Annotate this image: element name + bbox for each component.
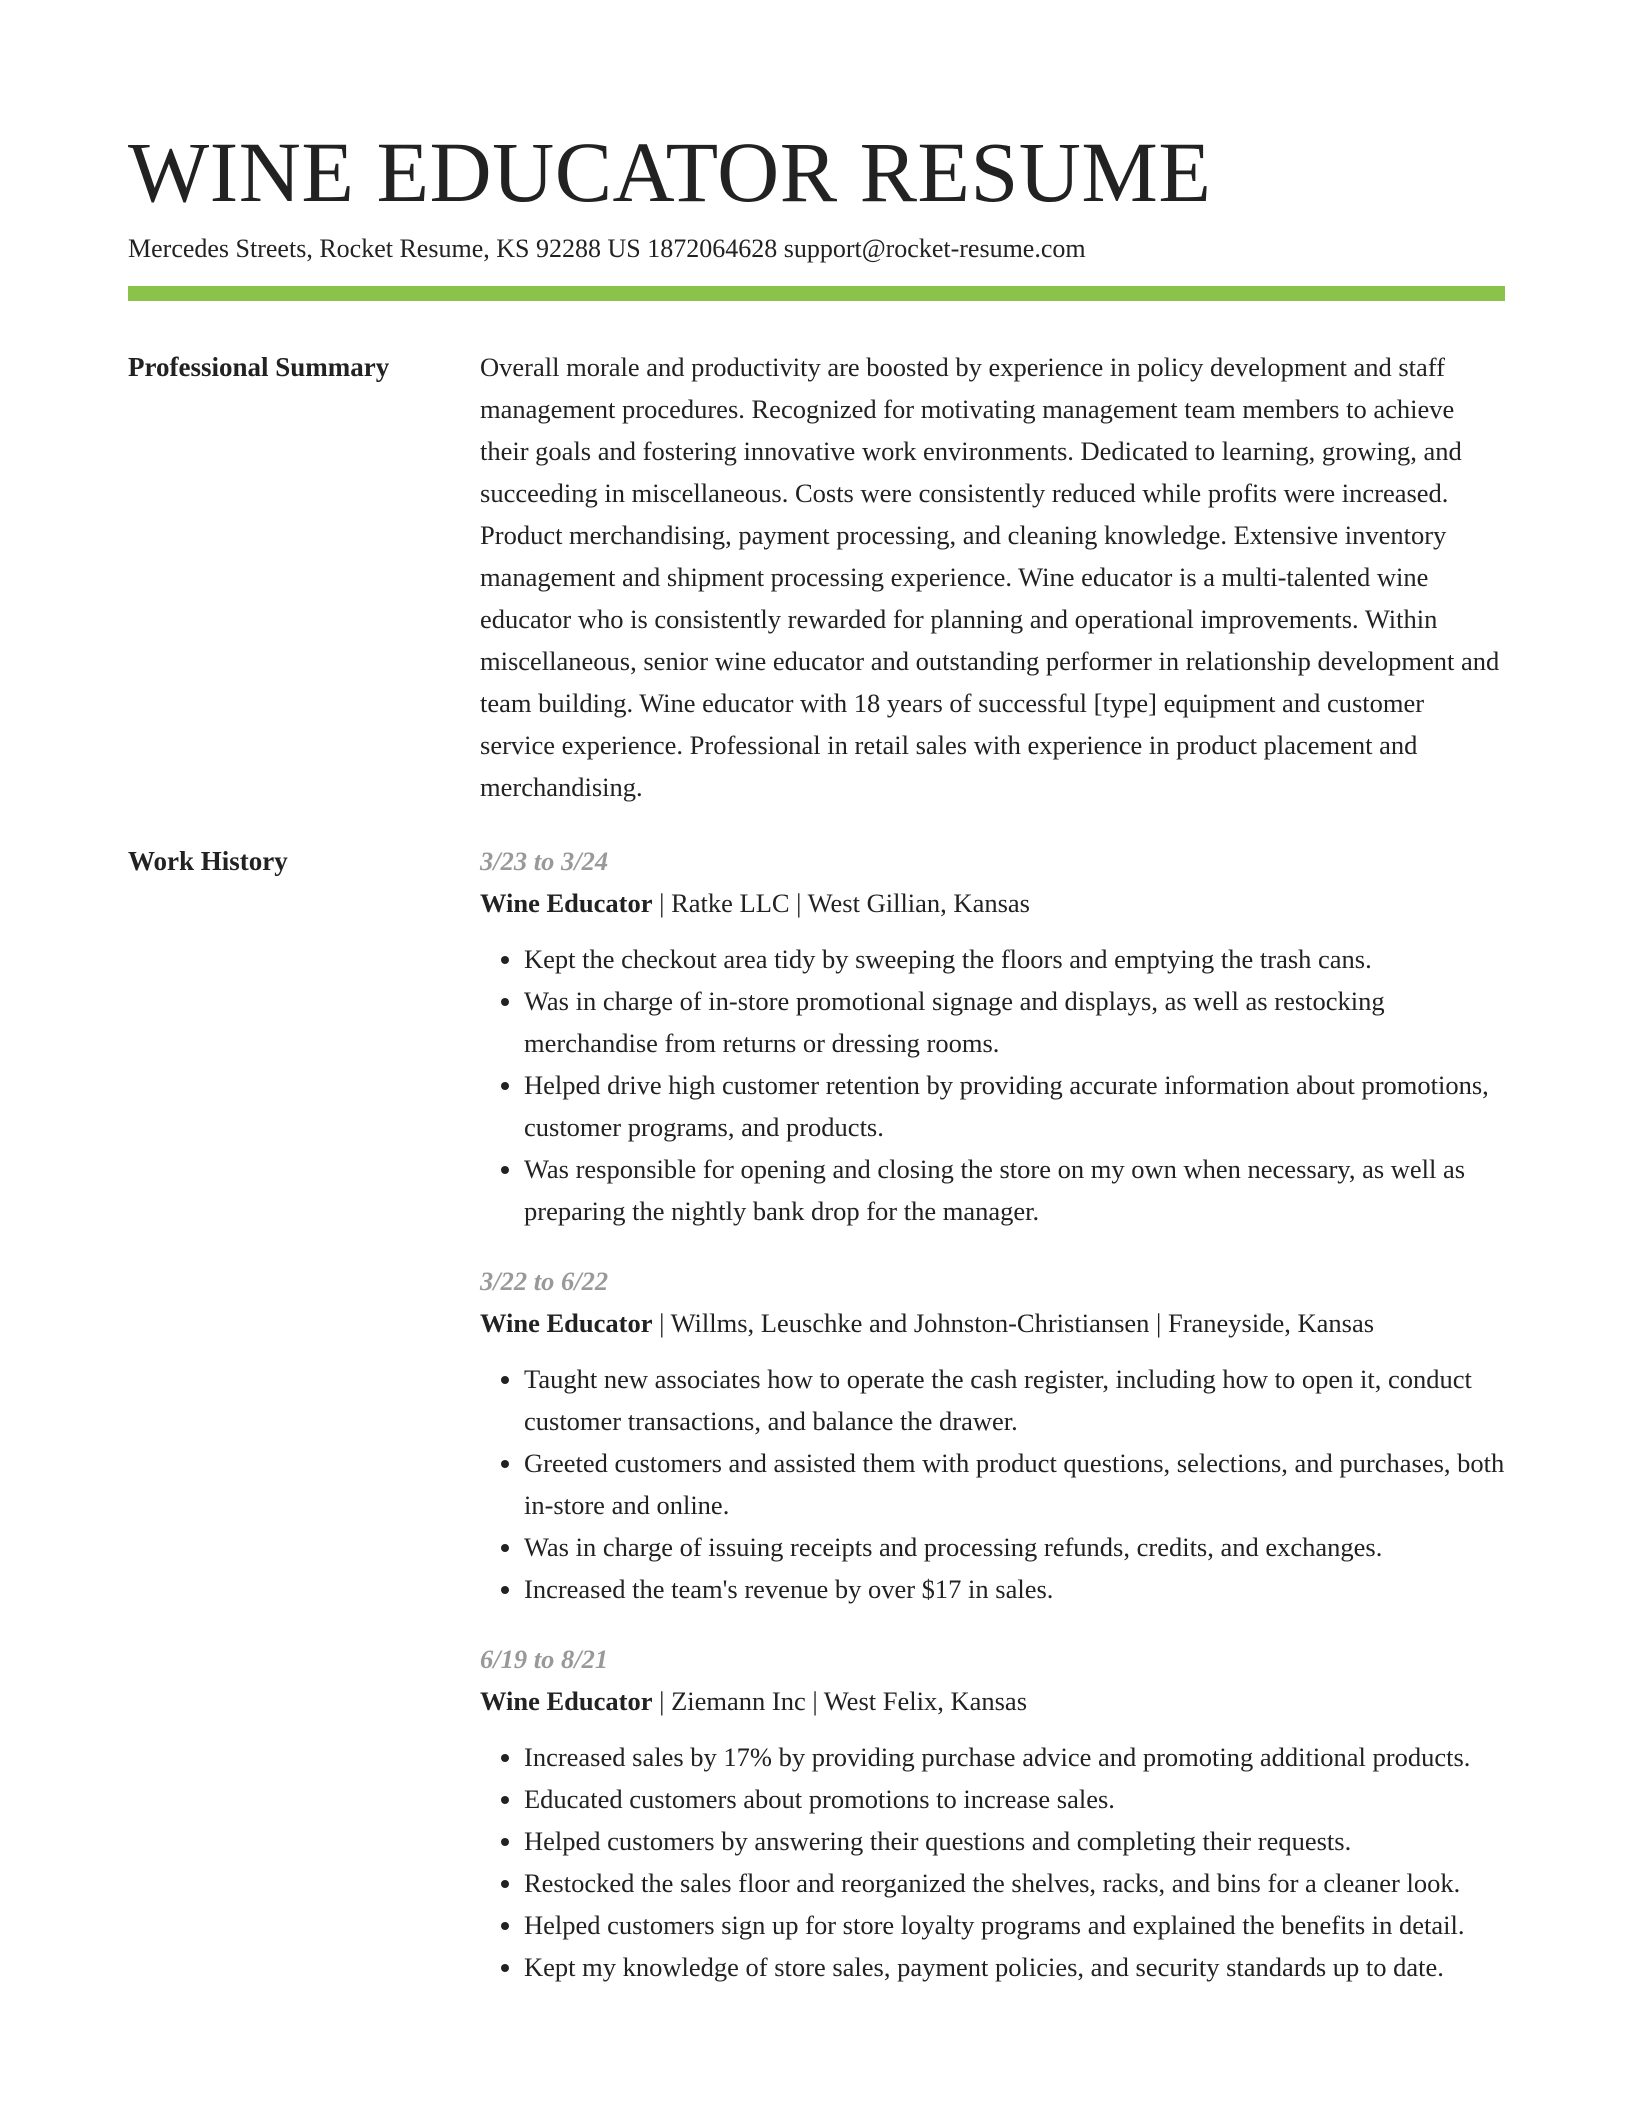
job-bullet-list: [480, 938, 1505, 1232]
job-dates: 6/19 to 8/21: [480, 1644, 609, 1674]
job-bullet: • Was in charge of in-store promotional signage and displays, as well as restocking merchandise from returns or dressing rooms.: [524, 980, 1505, 1064]
job-entry: [480, 1638, 1505, 1988]
summary-text: Overall morale and productivity are boosted by experience in policy development and staff management procedures. Recognized for motivating management team members to achieve their goals and fostering innovative work environments. Dedicated to learning, growing, and succeeding in miscellaneous. Costs were consistently reduced while profits were increased. Product merchandising, payment processing, and cleaning knowledge. Extensive inventory management and shipment processing experience. Wine educator is a multi-talented wine educator who is consistently rewarded for planning and operational improvements. Within miscellaneous, senior wine educator and outstanding performer in relationship development and team building. Wine educator with 18 years of successful [type] equipment and customer service experience. Professional in retail sales with experience in product placement and merchandising.: [480, 352, 1500, 802]
job-entry: [480, 840, 1505, 1232]
work-history-label: Work History: [128, 846, 288, 876]
job-bullet-list: [480, 1358, 1505, 1610]
job-bullet: • Helped customers sign up for store loyalty programs and explained the benefits in detail.: [524, 1904, 1505, 1946]
job-bullet: • Taught new associates how to operate the cash register, including how to open it, conduct customer transactions, and balance the drawer.: [524, 1358, 1505, 1442]
resume-title: WINE EDUCATOR RESUME: [128, 124, 1212, 220]
contact-line: Mercedes Streets, Rocket Resume, KS 92288 US 1872064628 support@rocket-resume.com: [128, 234, 1086, 263]
job-bullet: • Helped drive high customer retention by providing accurate information about promotions, customer programs, and products.: [524, 1064, 1505, 1148]
job-bullet: • Greeted customers and assisted them with product questions, selections, and purchases, both in-store and online.: [524, 1442, 1505, 1526]
job-heading: [480, 1302, 1505, 1344]
job-details: | Ratke LLC | West Gillian, Kansas: [652, 888, 1030, 918]
job-heading: [480, 1680, 1505, 1722]
job-dates: 3/23 to 3/24: [480, 846, 609, 876]
job-role: Wine Educator: [480, 1308, 653, 1338]
job-bullet: • Increased sales by 17% by providing purchase advice and promoting additional products.: [524, 1736, 1505, 1778]
job-details: | Willms, Leuschke and Johnston-Christiansen | Franeyside, Kansas: [652, 1308, 1375, 1338]
summary-body: [480, 346, 1505, 808]
job-bullet: • Helped customers by answering their questions and completing their requests.: [524, 1820, 1505, 1862]
job-bullet: • Was in charge of issuing receipts and processing refunds, credits, and exchanges.: [524, 1526, 1505, 1568]
job-bullet: • Kept the checkout area tidy by sweeping the floors and emptying the trash cans.: [524, 938, 1505, 980]
job-bullet: • Was responsible for opening and closing the store on my own when necessary, as well as preparing the nightly bank drop for the manager.: [524, 1148, 1505, 1232]
summary-label: Professional Summary: [128, 352, 390, 382]
work-history-body: [480, 840, 1505, 2016]
job-role: Wine Educator: [480, 1686, 653, 1716]
job-details: | Ziemann Inc | West Felix, Kansas: [652, 1686, 1028, 1716]
job-entry: [480, 1260, 1505, 1610]
job-dates: 3/22 to 6/22: [480, 1266, 609, 1296]
job-bullet: • Increased the team's revenue by over $17 in sales.: [524, 1568, 1505, 1610]
job-bullet: • Kept my knowledge of store sales, payment policies, and security standards up to date.: [524, 1946, 1505, 1988]
job-heading: [480, 882, 1505, 924]
job-role: Wine Educator: [480, 888, 653, 918]
job-bullet: • Restocked the sales floor and reorganized the shelves, racks, and bins for a cleaner look.: [524, 1862, 1505, 1904]
accent-divider: [128, 286, 1505, 301]
job-bullet-list: [480, 1736, 1505, 1988]
job-bullet: • Educated customers about promotions to increase sales.: [524, 1778, 1505, 1820]
